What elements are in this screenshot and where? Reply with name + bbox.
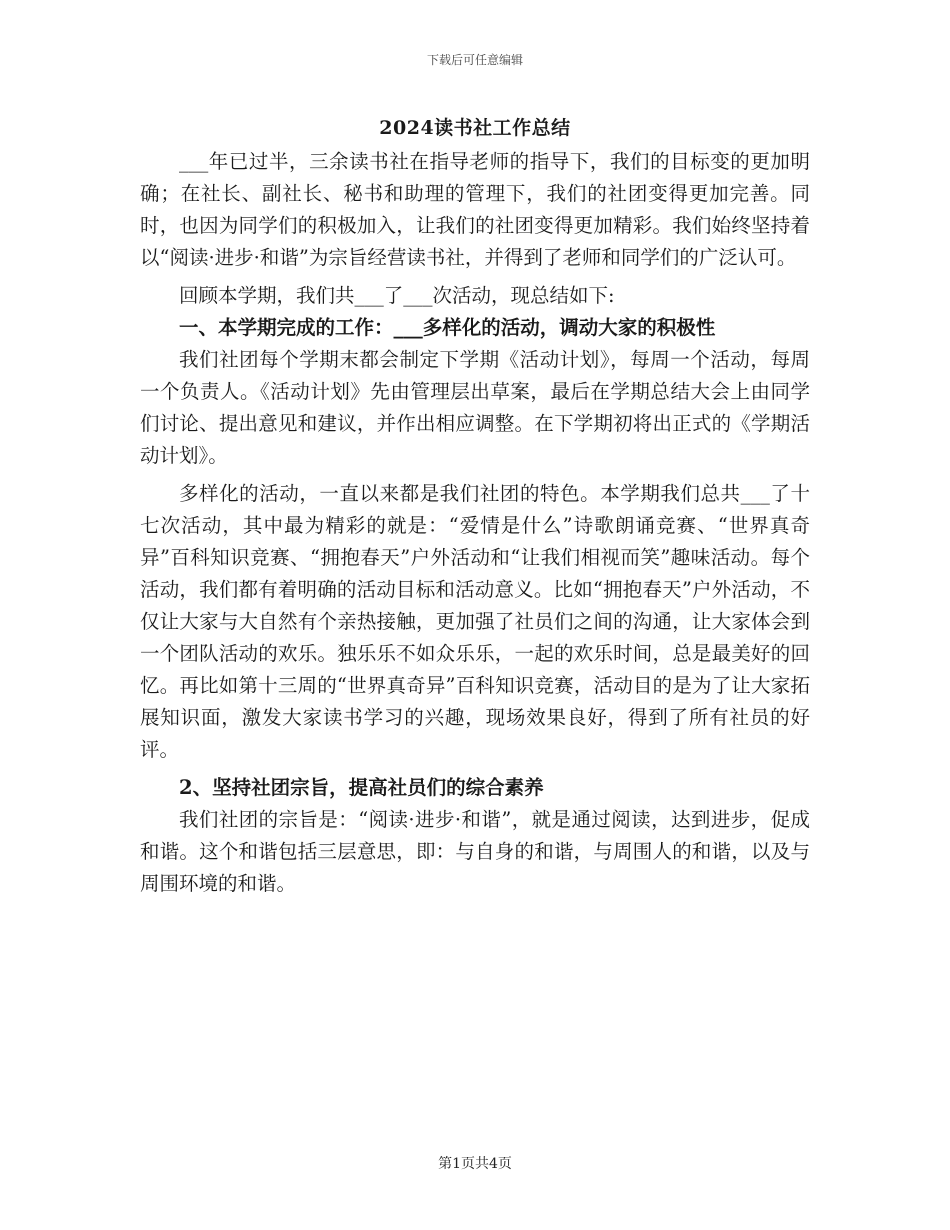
section1-paragraph-plan: 我们社团每个学期末都会制定下学期《活动计划》，每周一个活动，每周一个负责人。《活动计划》先由管理层出草案，最后在学期总结大会上由同学们讨论、提出意见和建议，并作出相应调整。在下学期初将出正式的《学期活动计划》。 <box>140 348 810 467</box>
review-paragraph: 回顾本学期，我们共___了___次活动，现总结如下: <box>179 284 615 307</box>
page-footer: 第1页共4页 <box>438 1156 512 1172</box>
document-title: 2024读书社工作总结 <box>379 117 571 139</box>
section2-paragraph-tenet: 我们社团的宗旨是：“阅读·进步·和谐”，就是通过阅读，达到进步，促成和谐。这个和谐包括三层意思，即：与自身的和谐，与周围人的和谐，以及与周围环境的和谐。 <box>140 808 810 895</box>
section2-heading: 2、坚持社团宗旨，提高社员们的综合素养 <box>179 776 544 799</box>
section1-paragraph-activities: 多样化的活动，一直以来都是我们社团的特色。本学期我们总共___了十七次活动，其中最为精彩的就是：“爱情是什么”诗歌朗诵竞赛、“世界真奇异”百科知识竞赛、“拥抱春天”户外活动和“让我们相视而笑”趣味活动。每个活动，我们都有着明确的活动目标和活动意义。比如“拥抱春天”户外活动，不仅让大家与大自然有个亲热接触，更加强了社员们之间的沟通，让大家体会到一个团队活动的欢乐。独乐乐不如众乐乐，一起的欢乐时间，总是最美好的回忆。再比如第十三周的“世界真奇异”百科知识竞赛，活动目的是为了让大家拓展知识面，激发大家读书学习的兴趣，现场效果良好，得到了所有社员的好评。 <box>140 482 810 761</box>
header-note: 下载后可任意编辑 <box>426 53 523 67</box>
document-body <box>140 146 810 900</box>
intro-paragraph: ___年已过半，三余读书社在指导老师的指导下，我们的目标变的更加明确；在社长、副社长、秘书和助理的管理下，我们的社团变得更加完善。同时，也因为同学们的积极加入，让我们的社团变得更加精彩。我们始终坚持着以“阅读·进步·和谐”为宗旨经营读书社，并得到了老师和同学们的广泛认可。 <box>140 150 810 269</box>
section1-heading: 一、本学期完成的工作：___多样化的活动，调动大家的积极性 <box>179 316 716 339</box>
